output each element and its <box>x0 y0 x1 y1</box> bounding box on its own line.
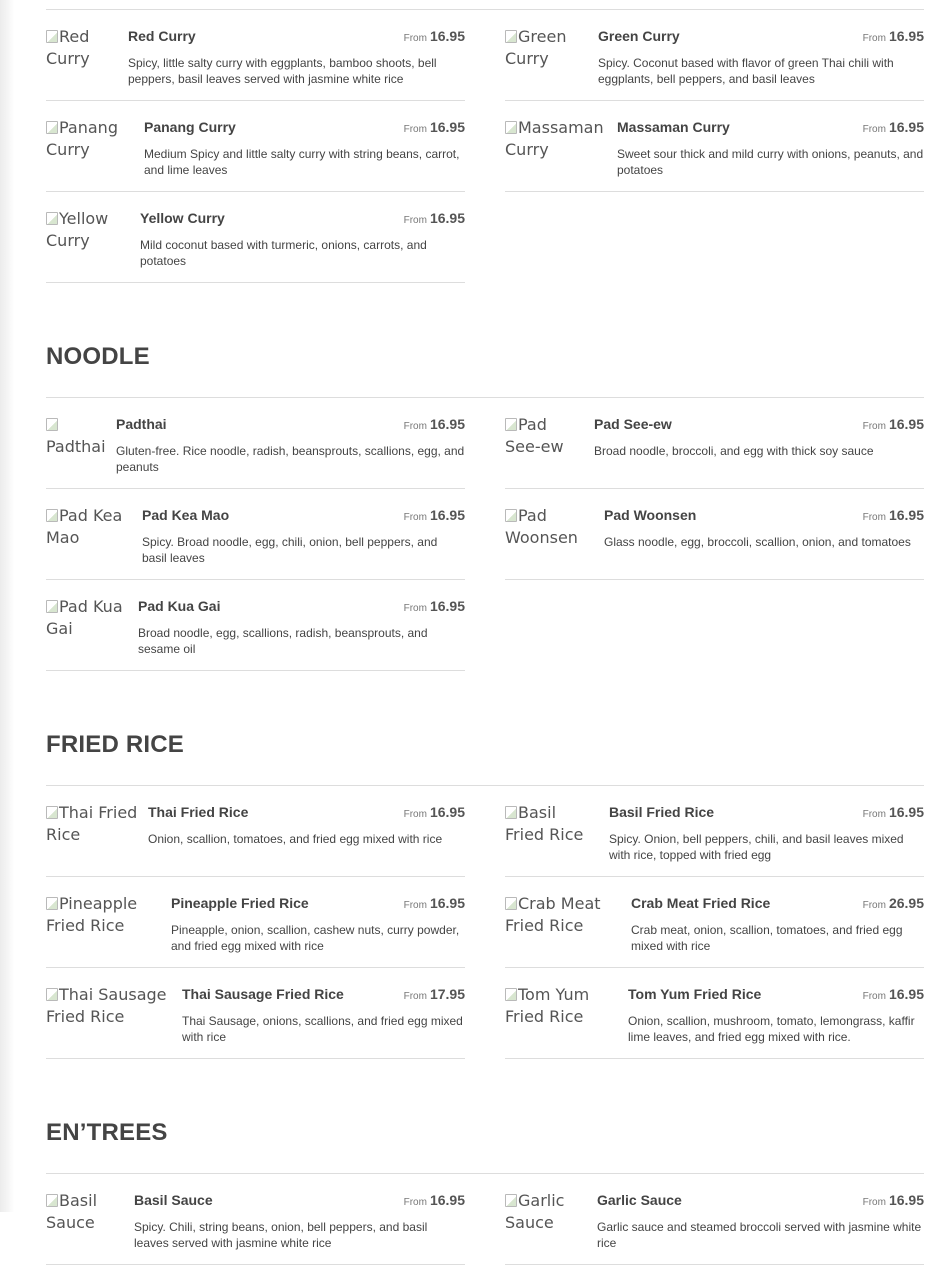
item-price-group <box>863 895 924 913</box>
item-price: 16.95 <box>429 210 465 226</box>
item-price: 16.95 <box>429 598 465 614</box>
menu-item-red-curry[interactable] <box>46 10 465 101</box>
item-description: Broad noodle, egg, scallions, radish, beansprouts, and sesame oil <box>138 626 428 656</box>
item-info <box>594 398 924 488</box>
item-image-alt-line: Green <box>518 27 567 46</box>
item-image-alt-line: Fried Rice <box>505 1007 584 1026</box>
item-price: 16.95 <box>888 416 924 432</box>
item-price: 16.95 <box>429 119 465 135</box>
item-name[interactable]: Pineapple Fried Rice <box>171 895 309 911</box>
item-info <box>609 786 924 876</box>
item-image[interactable] <box>46 192 140 282</box>
item-title-row <box>617 119 924 137</box>
item-price-group <box>404 119 465 137</box>
broken-image-icon <box>46 806 58 819</box>
menu-item-crab-meat-fried-rice[interactable] <box>505 877 924 968</box>
item-image-alt-line: Pad Kua <box>59 597 123 616</box>
broken-image-icon <box>46 121 58 134</box>
item-info <box>598 10 924 100</box>
item-description: Mild coconut based with turmeric, onions, carrots, and potatoes <box>140 238 427 268</box>
section-title-entrees: EN’TREES <box>46 1119 168 1146</box>
item-name[interactable]: Pad See-ew <box>594 416 672 432</box>
menu-item-thai-fried-rice[interactable] <box>46 786 465 877</box>
item-price-group <box>863 804 924 822</box>
price-from-label: From <box>403 809 427 820</box>
menu-item-basil-fried-rice[interactable] <box>505 786 924 877</box>
broken-image-icon <box>505 806 517 819</box>
item-image-alt-line: Fried Rice <box>46 1007 125 1026</box>
item-image-alt-line: Tom Yum <box>518 985 590 1004</box>
item-info <box>617 101 924 191</box>
item-description: Spicy, little salty curry with eggplants, bamboo shoots, bell peppers, basil leaves served with jasmine white rice <box>128 56 437 86</box>
item-price: 16.95 <box>888 507 924 523</box>
item-title-row <box>598 28 924 46</box>
price-from-label: From <box>862 991 886 1002</box>
item-image-alt-line: Thai Sausage <box>59 985 167 1004</box>
price-from-label: From <box>403 512 427 523</box>
item-price: 17.95 <box>429 986 465 1002</box>
item-description: Onion, scallion, tomatoes, and fried egg mixed with rice <box>148 832 443 846</box>
item-info <box>116 398 465 488</box>
broken-image-icon <box>505 418 517 431</box>
item-price-group <box>863 119 924 137</box>
item-image-alt-line: Sauce <box>505 1213 554 1232</box>
price-from-label: From <box>862 421 886 432</box>
item-title-row <box>609 804 924 822</box>
item-name[interactable]: Padthai <box>116 416 167 432</box>
price-from-label: From <box>403 215 427 226</box>
item-price: 16.95 <box>429 507 465 523</box>
item-image[interactable] <box>46 786 148 876</box>
item-image[interactable] <box>505 398 594 488</box>
broken-image-icon <box>505 509 517 522</box>
broken-image-icon <box>46 212 58 225</box>
item-title-row <box>144 119 465 137</box>
broken-image-icon <box>505 1194 517 1207</box>
item-description: Gluten-free. Rice noodle, radish, beansprouts, scallions, egg, and peanuts <box>116 444 465 474</box>
item-image-alt-line: Garlic <box>518 1191 565 1210</box>
price-from-label: From <box>403 124 427 135</box>
broken-image-icon <box>505 897 517 910</box>
item-price: 16.95 <box>429 416 465 432</box>
fried-rice-grid <box>46 785 924 1059</box>
item-price-group <box>404 598 465 616</box>
item-description: Medium Spicy and little salty curry with string beans, carrot, and lime leaves <box>144 147 460 177</box>
item-description: Spicy. Chili, string beans, onion, bell peppers, and basil leaves served with jasmine white rice <box>134 1220 428 1250</box>
item-price-group <box>404 986 465 1004</box>
item-image[interactable] <box>46 489 142 579</box>
broken-image-icon <box>505 988 517 1001</box>
item-info <box>171 877 465 967</box>
item-title-row <box>128 28 465 46</box>
item-name[interactable]: Green Curry <box>598 28 680 44</box>
broken-image-icon <box>46 1194 58 1207</box>
item-image-alt-line: Sauce <box>46 1213 95 1232</box>
item-image-alt-line: Pad <box>518 415 547 434</box>
item-name[interactable]: Tom Yum Fried Rice <box>628 986 762 1002</box>
item-name[interactable]: Pad Kua Gai <box>138 598 221 614</box>
menu-item-green-curry[interactable] <box>505 10 924 101</box>
menu-item-panang-curry[interactable] <box>46 101 465 192</box>
item-title-row <box>594 416 924 434</box>
item-image-alt-line: Padthai <box>46 437 106 456</box>
item-info <box>631 877 924 967</box>
item-image-alt-line: Curry <box>46 49 90 68</box>
item-title-row <box>148 804 465 822</box>
item-price-group <box>863 507 924 525</box>
broken-image-icon <box>46 418 58 431</box>
item-title-row <box>116 416 465 434</box>
menu-item-pad-kea-mao[interactable] <box>46 489 465 580</box>
item-name[interactable]: Massaman Curry <box>617 119 730 135</box>
price-from-label: From <box>862 512 886 523</box>
price-from-label: From <box>403 421 427 432</box>
item-description: Pineapple, onion, scallion, cashew nuts, curry powder, and fried egg mixed with rice <box>171 923 460 953</box>
item-image-alt-line: Pineapple <box>59 894 138 913</box>
item-price-group <box>404 1192 465 1210</box>
item-image[interactable] <box>46 1174 134 1264</box>
item-title-row <box>134 1192 465 1210</box>
curry-grid <box>46 10 924 283</box>
item-info <box>182 968 465 1058</box>
item-name[interactable]: Basil Fried Rice <box>609 804 715 820</box>
broken-image-icon <box>46 988 58 1001</box>
section-title-fried-rice: FRIED RICE <box>46 731 185 758</box>
item-name[interactable]: Panang Curry <box>144 119 236 135</box>
item-image[interactable] <box>46 101 144 191</box>
item-description: Glass noodle, egg, broccoli, scallion, onion, and tomatoes <box>604 535 911 549</box>
item-title-row <box>142 507 465 525</box>
item-image-alt-line: Gai <box>46 619 73 638</box>
broken-image-icon <box>46 600 58 613</box>
top-divider <box>46 0 924 10</box>
item-price: 16.95 <box>888 804 924 820</box>
item-info <box>138 580 465 670</box>
item-price-group <box>404 895 465 913</box>
menu-item-basil-sauce[interactable] <box>46 1174 465 1265</box>
item-price-group <box>404 804 465 822</box>
item-info <box>597 1174 924 1264</box>
price-from-label: From <box>403 991 427 1002</box>
item-title-row <box>597 1192 924 1210</box>
broken-image-icon <box>46 897 58 910</box>
menu-item-yellow-curry[interactable] <box>46 192 465 283</box>
item-image-alt-line: Thai Fried <box>59 803 138 822</box>
item-image-alt-line: Mao <box>46 528 80 547</box>
item-name[interactable]: Garlic Sauce <box>597 1192 682 1208</box>
item-price: 16.95 <box>429 28 465 44</box>
item-image-alt-line: Curry <box>505 49 549 68</box>
price-from-label: From <box>862 33 886 44</box>
item-price: 16.95 <box>429 1192 465 1208</box>
item-title-row <box>138 598 465 616</box>
broken-image-icon <box>46 30 58 43</box>
item-image-alt-line: Pad <box>518 506 547 525</box>
item-price: 26.95 <box>888 895 924 911</box>
section-title-noodle: NOODLE <box>46 343 150 370</box>
item-image-alt-line: Basil <box>59 1191 98 1210</box>
item-title-row <box>604 507 924 525</box>
item-name[interactable]: Yellow Curry <box>140 210 225 226</box>
item-image-alt-line: Panang <box>59 118 118 137</box>
item-image-alt-line: Fried Rice <box>46 916 125 935</box>
item-name[interactable]: Pad Kea Mao <box>142 507 230 523</box>
item-name[interactable]: Red Curry <box>128 28 196 44</box>
item-image-alt-line: Rice <box>46 825 81 844</box>
item-price-group <box>863 1192 924 1210</box>
item-description: Spicy. Onion, bell peppers, chili, and basil leaves mixed with rice, topped with fried egg <box>609 832 904 862</box>
item-name[interactable]: Basil Sauce <box>134 1192 213 1208</box>
item-description: Spicy. Coconut based with flavor of green Thai chili with eggplants, bell peppers, and basil leaves <box>598 56 894 86</box>
item-image[interactable] <box>46 10 128 100</box>
item-name[interactable]: Crab Meat Fried Rice <box>631 895 771 911</box>
item-price: 16.95 <box>888 1192 924 1208</box>
item-description: Thai Sausage, onions, scallions, and fried egg mixed with rice <box>182 1014 463 1044</box>
item-price-group <box>863 28 924 46</box>
item-price: 16.95 <box>888 119 924 135</box>
item-image[interactable] <box>505 1174 597 1264</box>
item-image[interactable] <box>505 101 617 191</box>
item-description: Spicy. Broad noodle, egg, chili, onion, bell peppers, and basil leaves <box>142 535 438 565</box>
broken-image-icon <box>505 30 517 43</box>
item-description: Onion, scallion, mushroom, tomato, lemongrass, kaffir lime leaves, and fried egg mixed with rice. <box>628 1014 915 1044</box>
item-image-alt-line: Basil <box>518 803 557 822</box>
entrees-grid <box>46 1173 924 1265</box>
item-image-alt-line: Woonsen <box>505 528 578 547</box>
item-info <box>128 10 465 100</box>
item-price-group <box>404 416 465 434</box>
item-image[interactable] <box>505 786 609 876</box>
item-info <box>134 1174 465 1264</box>
menu-item-pad-kua-gai[interactable] <box>46 580 465 671</box>
item-image[interactable] <box>505 489 604 579</box>
item-image[interactable] <box>505 10 598 100</box>
item-image-alt-line: Yellow <box>59 209 109 228</box>
item-image[interactable] <box>46 968 182 1058</box>
item-image[interactable] <box>46 580 138 670</box>
price-from-label: From <box>862 1197 886 1208</box>
item-price-group <box>404 28 465 46</box>
price-from-label: From <box>403 33 427 44</box>
item-image[interactable] <box>46 398 116 488</box>
price-from-label: From <box>862 809 886 820</box>
item-info <box>148 786 465 876</box>
item-image[interactable] <box>505 877 631 967</box>
item-image-alt-line: Curry <box>46 140 90 159</box>
item-info <box>144 101 465 191</box>
item-info <box>628 968 924 1058</box>
item-title-row <box>140 210 465 228</box>
menu-item-garlic-sauce[interactable] <box>505 1174 924 1265</box>
noodle-grid <box>46 397 924 671</box>
item-info <box>140 192 465 282</box>
price-from-label: From <box>403 900 427 911</box>
item-price-group <box>863 416 924 434</box>
item-name[interactable]: Pad Woonsen <box>604 507 697 523</box>
menu-item-pineapple-fried-rice[interactable] <box>46 877 465 968</box>
menu-item-pad-woonsen[interactable] <box>505 489 924 580</box>
item-title-row <box>631 895 924 913</box>
item-image-alt-line: Curry <box>505 140 549 159</box>
item-image[interactable] <box>505 968 628 1058</box>
item-price: 16.95 <box>429 895 465 911</box>
menu-item-massaman-curry[interactable] <box>505 101 924 192</box>
item-image-alt-line: Crab Meat <box>518 894 601 913</box>
broken-image-icon <box>46 509 58 522</box>
page-edge-shadow <box>0 0 14 1212</box>
item-title-row <box>628 986 924 1004</box>
item-title-row <box>171 895 465 913</box>
item-price-group <box>404 507 465 525</box>
item-price-group <box>863 986 924 1004</box>
menu-item-thai-sausage-fried-rice[interactable] <box>46 968 465 1059</box>
item-image[interactable] <box>46 877 171 967</box>
item-price: 16.95 <box>888 28 924 44</box>
menu-item-tom-yum-fried-rice[interactable] <box>505 968 924 1059</box>
item-name[interactable]: Thai Sausage Fried Rice <box>182 986 344 1002</box>
item-info <box>604 489 924 579</box>
item-price: 16.95 <box>888 986 924 1002</box>
item-info <box>142 489 465 579</box>
price-from-label: From <box>403 603 427 614</box>
menu-page <box>46 0 924 1265</box>
item-description: Crab meat, onion, scallion, tomatoes, and fried egg mixed with rice <box>631 923 903 953</box>
item-image-alt-line: Curry <box>46 231 90 250</box>
item-image-alt-line: Pad Kea <box>59 506 123 525</box>
broken-image-icon <box>505 121 517 134</box>
menu-item-pad-see-ew[interactable] <box>505 398 924 489</box>
item-image-alt-line: See-ew <box>505 437 564 456</box>
price-from-label: From <box>862 124 886 135</box>
item-name[interactable]: Thai Fried Rice <box>148 804 249 820</box>
item-image-alt-line: Fried Rice <box>505 916 584 935</box>
price-from-label: From <box>403 1197 427 1208</box>
item-description: Broad noodle, broccoli, and egg with thick soy sauce <box>594 444 874 458</box>
item-image-alt-line: Red <box>59 27 90 46</box>
menu-item-padthai[interactable] <box>46 398 465 489</box>
item-description: Sweet sour thick and mild curry with onions, peanuts, and potatoes <box>617 147 924 177</box>
item-image-alt-line: Massaman <box>518 118 604 137</box>
price-from-label: From <box>862 900 886 911</box>
item-title-row <box>182 986 465 1004</box>
item-description: Garlic sauce and steamed broccoli served with jasmine white rice <box>597 1220 922 1250</box>
item-price: 16.95 <box>429 804 465 820</box>
item-image-alt-line: Fried Rice <box>505 825 584 844</box>
item-price-group <box>404 210 465 228</box>
